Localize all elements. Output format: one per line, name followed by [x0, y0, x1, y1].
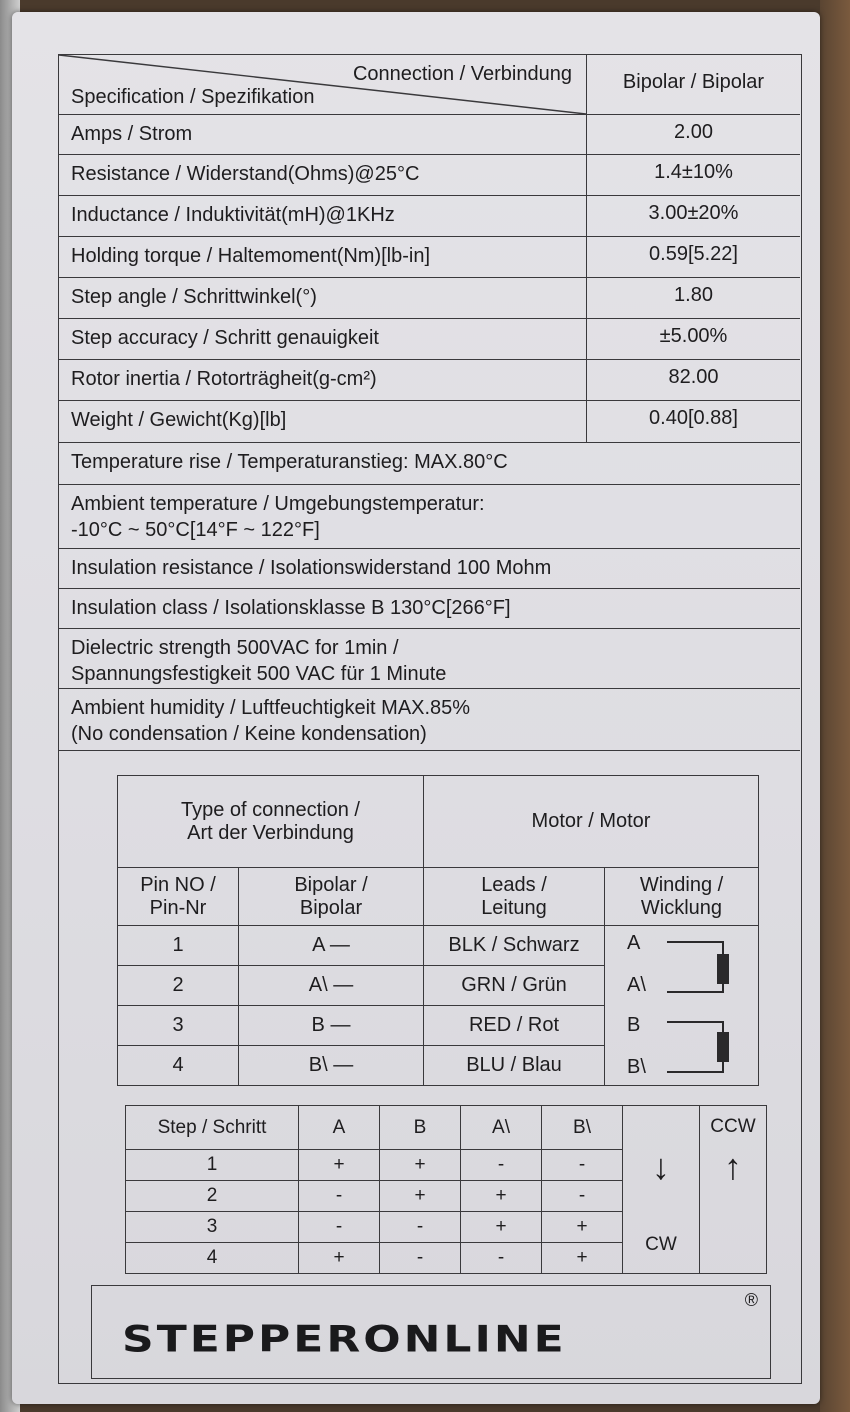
winding-label: B\	[627, 1056, 646, 1078]
table-row	[126, 1106, 767, 1150]
note-row	[59, 485, 800, 549]
header-line: Winding /	[639, 873, 724, 896]
spec-row-label: Holding torque / Haltemoment(Nm)[lb-in]	[59, 237, 587, 277]
bipolar-column-header: Bipolar / Bipolar	[622, 71, 765, 93]
spec-row	[59, 155, 800, 196]
phase-value: +	[542, 1243, 623, 1274]
bipolar-terminal: A —	[239, 926, 424, 966]
note-row	[59, 549, 800, 589]
registered-mark: ®	[744, 1290, 758, 1310]
lead-color: GRN / Grün	[424, 966, 605, 1006]
spec-row	[59, 319, 800, 360]
note-line: -10°C ~ 50°C[14°F ~ 122°F]	[71, 519, 320, 541]
note-line: Ambient temperature / Umgebungstemperatur:	[71, 493, 485, 515]
spec-row-label: Step accuracy / Schritt genauigkeit	[59, 319, 587, 359]
phase-value: +	[461, 1212, 542, 1243]
step-number: 4	[126, 1243, 299, 1274]
spec-row	[59, 401, 800, 443]
pin-number: 1	[118, 926, 239, 966]
spec-row-value: 0.40[0.88]	[649, 407, 738, 429]
spec-table	[59, 55, 800, 751]
spec-row-value: 2.00	[674, 121, 713, 143]
phase-value: +	[461, 1181, 542, 1212]
note-line: Ambient humidity / Luftfeuchtigkeit MAX.85%	[71, 697, 471, 719]
winding-diagram	[605, 926, 759, 1086]
type-of-connection-header	[118, 776, 424, 868]
step-number: 2	[126, 1181, 299, 1212]
header-line: Bipolar /	[294, 873, 368, 896]
background-right	[820, 0, 850, 1412]
pin-connection-table	[117, 775, 759, 1086]
spec-header-cell	[59, 55, 587, 114]
pin-no-header	[118, 868, 239, 926]
table-row	[118, 776, 759, 868]
phase-header: B\	[542, 1106, 623, 1150]
note-row	[59, 689, 800, 751]
spec-row-label: Amps / Strom	[59, 115, 587, 154]
brand-box	[91, 1285, 771, 1379]
spec-row-value: 0.59[5.22]	[649, 243, 738, 265]
step-sequence-table	[125, 1105, 767, 1274]
label-frame	[58, 54, 802, 1384]
spec-row-value: 1.80	[674, 284, 713, 306]
note-line: (No condensation / Keine kondensation)	[71, 723, 427, 745]
lead-color: RED / Rot	[424, 1006, 605, 1046]
phase-value: +	[299, 1243, 380, 1274]
phase-value: -	[380, 1243, 461, 1274]
spec-row-label: Rotor inertia / Rotorträgheit(g-cm²)	[59, 360, 587, 400]
step-header: Step / Schritt	[126, 1106, 299, 1150]
spec-row	[59, 115, 800, 155]
header-line: Wicklung	[640, 896, 723, 919]
note-row	[59, 589, 800, 629]
cw-label: CW	[645, 1234, 677, 1255]
note-line: Insulation resistance / Isolationswiderstand 100 Mohm	[71, 557, 552, 579]
step-number: 3	[126, 1212, 299, 1243]
header-line: Type of connection /	[180, 798, 360, 821]
spec-row-label: Step angle / Schrittwinkel(°)	[59, 278, 587, 318]
step-number: 1	[126, 1150, 299, 1181]
lead-color: BLU / Blau	[424, 1046, 605, 1086]
note-line: Dielectric strength 500VAC for 1min /	[71, 637, 399, 659]
up-arrow-icon: ↑	[724, 1146, 742, 1187]
winding-label: B	[627, 1014, 641, 1036]
spec-label-card	[12, 12, 820, 1404]
header-line: Bipolar	[299, 896, 363, 919]
phase-value: +	[299, 1150, 380, 1181]
spec-row-value: 82.00	[668, 366, 719, 388]
phase-header: B	[380, 1106, 461, 1150]
phase-value: +	[380, 1150, 461, 1181]
spec-row	[59, 196, 800, 237]
spec-row	[59, 360, 800, 401]
note-row	[59, 629, 800, 689]
phase-value: -	[299, 1212, 380, 1243]
header-line: Leitung	[481, 896, 547, 919]
ccw-label: CCW	[710, 1116, 756, 1137]
note-line: Spannungsfestigkeit 500 VAC für 1 Minute	[71, 663, 447, 685]
spec-row-label: Resistance / Widerstand(Ohms)@25°C	[59, 155, 587, 195]
pin-number: 2	[118, 966, 239, 1006]
motor-header: Motor / Motor	[424, 776, 759, 868]
pin-number: 4	[118, 1046, 239, 1086]
spec-row-value: 1.4±10%	[654, 161, 733, 183]
header-line: Pin NO /	[140, 873, 216, 896]
spec-row-value: ±5.00%	[659, 325, 728, 347]
spec-header-row	[59, 55, 800, 115]
bipolar-terminal: B —	[239, 1006, 424, 1046]
specification-header: Specification / Spezifikation	[71, 86, 315, 108]
phase-value: -	[542, 1150, 623, 1181]
phase-header: A\	[461, 1106, 542, 1150]
phase-value: -	[299, 1181, 380, 1212]
phase-value: -	[461, 1243, 542, 1274]
note-line: Temperature rise / Temperaturanstieg: MAX.80°C	[71, 451, 508, 473]
lead-color: BLK / Schwarz	[424, 926, 605, 966]
coil-schematic-icon	[665, 926, 765, 1086]
spec-row	[59, 278, 800, 319]
connection-header: Connection / Verbindung	[352, 63, 572, 85]
table-row	[118, 926, 759, 966]
brand-logo: STEPPERONLINE	[122, 1318, 567, 1361]
table-row	[118, 868, 759, 926]
phase-header: A	[299, 1106, 380, 1150]
bipolar-header	[239, 868, 424, 926]
header-line: Leads /	[481, 873, 547, 896]
header-line: Art der Verbindung	[187, 821, 354, 844]
phase-value: -	[542, 1181, 623, 1212]
ccw-direction-cell	[700, 1106, 767, 1274]
bipolar-terminal: B\ —	[239, 1046, 424, 1086]
phase-value: +	[542, 1212, 623, 1243]
down-arrow-icon: ↓	[652, 1146, 670, 1187]
winding-label: A	[627, 932, 641, 954]
spec-row	[59, 237, 800, 278]
pin-number: 3	[118, 1006, 239, 1046]
winding-header	[605, 868, 759, 926]
spec-row-label: Weight / Gewicht(Kg)[lb]	[59, 401, 587, 442]
note-row	[59, 443, 800, 485]
winding-label: A\	[627, 974, 646, 996]
phase-value: -	[380, 1212, 461, 1243]
spec-row-value: 3.00±20%	[648, 202, 739, 224]
header-line: Pin-Nr	[149, 896, 207, 919]
spec-row-label: Inductance / Induktivität(mH)@1KHz	[59, 196, 587, 236]
cw-direction-cell	[623, 1106, 700, 1274]
bipolar-terminal: A\ —	[239, 966, 424, 1006]
phase-value: -	[461, 1150, 542, 1181]
note-line: Insulation class / Isolationsklasse B 130°C[266°F]	[71, 597, 511, 619]
phase-value: +	[380, 1181, 461, 1212]
leads-header	[424, 868, 605, 926]
